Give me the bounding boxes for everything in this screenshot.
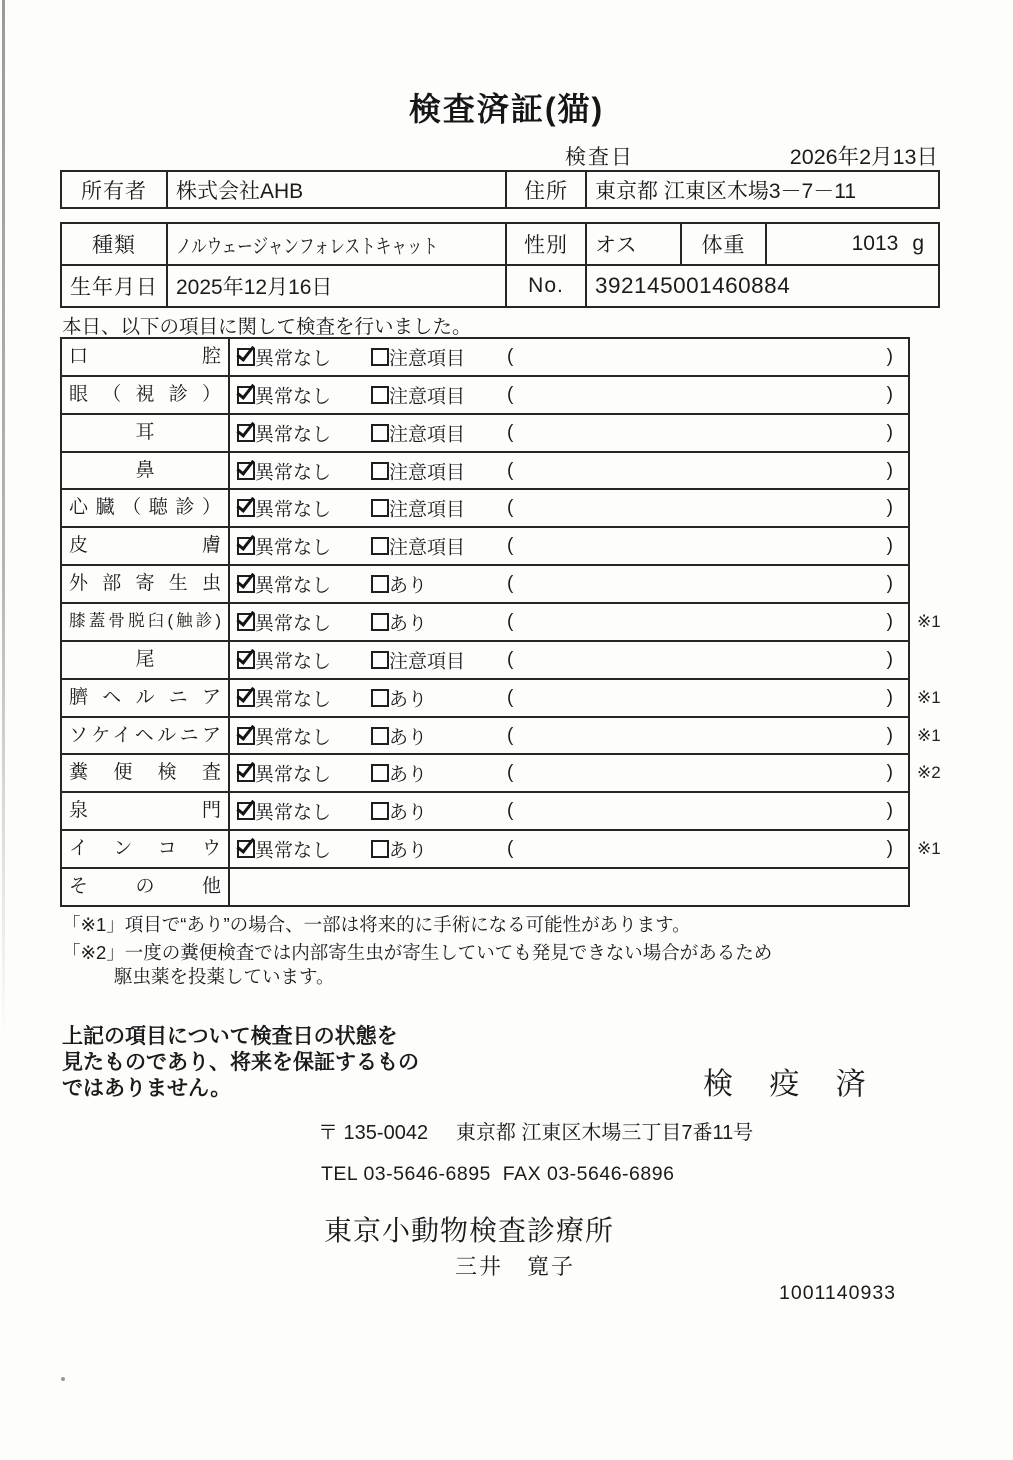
paren-open: ( xyxy=(507,421,514,443)
check-row-content xyxy=(230,415,908,451)
scan-edge-artifact xyxy=(2,0,5,1038)
paren-close: ) xyxy=(886,724,893,746)
clinic-name: 東京小動物検査診療所 xyxy=(324,1215,615,1246)
checked-checkbox-icon xyxy=(237,424,255,442)
page-title: 検査済証(猫) xyxy=(408,91,605,127)
option-no-abnormality: 異常なし xyxy=(255,499,332,521)
address-label: 住所 xyxy=(507,172,587,207)
option-flag: 注意項目 xyxy=(389,462,466,483)
scan-dot-artifact xyxy=(61,1377,65,1381)
check-row-umbilical-hernia xyxy=(62,680,941,718)
option-no-abnormality: 異常なし xyxy=(255,651,332,673)
check-row-content xyxy=(230,490,908,526)
paren-close: ) xyxy=(886,800,893,822)
sex-label: 性別 xyxy=(507,224,587,264)
checked-checkbox-icon xyxy=(237,613,255,631)
unchecked-checkbox-icon xyxy=(371,802,389,820)
paren-close: ) xyxy=(886,459,893,481)
check-item-label: 膝蓋骨脱臼(触診) xyxy=(62,604,230,640)
option-flag: あり xyxy=(389,689,428,711)
species-text: ノルウェージャンフォレストキャット xyxy=(176,235,439,258)
owner-row xyxy=(62,172,938,207)
paren-close: ) xyxy=(886,610,893,632)
no-value: 392145001460884 xyxy=(595,273,791,298)
check-item-label: 口腔 xyxy=(62,339,230,375)
paren-close: ) xyxy=(886,838,893,860)
disclaimer-line-3: ではありません。 xyxy=(62,1077,232,1100)
option-flag: あり xyxy=(389,840,428,862)
check-row-eyes xyxy=(62,377,908,415)
check-row-content xyxy=(230,528,908,564)
option-no-abnormality: 異常なし xyxy=(255,386,332,408)
checked-checkbox-icon xyxy=(237,802,255,820)
footnote-ref: ※1 xyxy=(917,839,941,859)
checked-checkbox-icon xyxy=(237,386,255,404)
animal-table xyxy=(60,222,940,308)
check-row-content xyxy=(230,566,908,602)
unchecked-checkbox-icon xyxy=(371,689,389,707)
paren-open: ( xyxy=(507,648,514,670)
check-item-label: 皮膚 xyxy=(62,528,230,564)
check-item-label: 臍ヘルニア xyxy=(62,680,230,716)
checked-checkbox-icon xyxy=(237,348,255,366)
check-row-nose xyxy=(62,453,908,491)
check-item-label: 鼻 xyxy=(62,453,230,489)
clinic-postal-address: 〒 135-0042 東京都 江東区木場三丁目7番11号 xyxy=(318,1122,754,1144)
clinic-tel-fax: TEL 03-5646-6895 FAX 03-5646-6896 xyxy=(321,1163,675,1185)
option-no-abnormality: 異常なし xyxy=(255,727,332,749)
check-row-cryptorchidism xyxy=(62,831,941,869)
check-row-other xyxy=(62,869,908,905)
footnote-2: 「※2」一度の糞便検査では内部寄生虫が寄生していても発見できない場合があるため xyxy=(62,942,773,963)
option-no-abnormality: 異常なし xyxy=(255,613,332,635)
check-row-ears xyxy=(62,415,908,453)
option-no-abnormality: 異常なし xyxy=(255,840,332,862)
paren-open: ( xyxy=(507,573,514,595)
option-no-abnormality: 異常なし xyxy=(255,802,332,824)
check-row-tail xyxy=(62,642,908,680)
option-flag: あり xyxy=(389,727,428,749)
footnote-ref: ※1 xyxy=(917,725,941,745)
checked-checkbox-icon xyxy=(237,727,255,745)
footnote-ref: ※1 xyxy=(917,687,941,707)
unchecked-checkbox-icon xyxy=(371,348,389,366)
check-row-oral xyxy=(62,339,908,377)
owner-value: 株式会社AHB xyxy=(168,172,507,207)
disclaimer-line-1: 上記の項目について検査日の状態を xyxy=(62,1025,398,1048)
checked-checkbox-icon xyxy=(237,499,255,517)
birth-row xyxy=(62,266,938,306)
option-flag: あり xyxy=(389,802,428,824)
option-no-abnormality: 異常なし xyxy=(255,424,332,446)
footnote-1: 「※1」項目で“あり”の場合、一部は将来的に手術になる可能性があります。 xyxy=(62,914,691,935)
footnote-2-continued: 駆虫薬を投薬しています。 xyxy=(114,966,335,987)
checked-checkbox-icon xyxy=(237,689,255,707)
check-row-content xyxy=(230,831,908,867)
check-item-label: ソケイヘルニア xyxy=(62,718,230,754)
option-no-abnormality: 異常なし xyxy=(255,348,332,370)
address-value: 東京都 江東区木場3－7－11 xyxy=(595,179,856,203)
paren-close: ) xyxy=(886,535,893,557)
option-flag: あり xyxy=(389,764,428,786)
unchecked-checkbox-icon xyxy=(371,727,389,745)
paren-open: ( xyxy=(507,383,514,405)
checked-checkbox-icon xyxy=(237,840,255,858)
species-label: 種類 xyxy=(62,224,168,264)
check-row-content xyxy=(230,755,908,791)
species-value xyxy=(168,224,507,264)
checked-checkbox-icon xyxy=(237,537,255,555)
exam-date-label: 検査日 xyxy=(565,146,634,169)
unchecked-checkbox-icon xyxy=(371,840,389,858)
owner-table xyxy=(60,170,940,209)
check-row-ectoparasites xyxy=(62,566,908,604)
footnote-ref: ※2 xyxy=(917,763,941,783)
document-number: 1001140933 xyxy=(779,1282,897,1304)
disclaimer-line-2: 見たものであり、将来を保証するもの xyxy=(62,1051,419,1074)
paren-open: ( xyxy=(507,838,514,860)
check-row-content xyxy=(230,453,908,489)
unchecked-checkbox-icon xyxy=(371,613,389,631)
option-no-abnormality: 異常なし xyxy=(255,537,332,559)
paren-close: ) xyxy=(886,421,893,443)
check-row-content xyxy=(230,793,908,829)
checked-checkbox-icon xyxy=(237,651,255,669)
checked-checkbox-icon xyxy=(237,764,255,782)
option-flag: 注意項目 xyxy=(389,499,466,521)
check-item-label: 耳 xyxy=(62,415,230,451)
unchecked-checkbox-icon xyxy=(371,424,389,442)
option-flag: 注意項目 xyxy=(389,386,466,408)
footnote-ref: ※1 xyxy=(917,611,941,631)
check-row-patella xyxy=(62,604,941,642)
paren-close: ) xyxy=(886,648,893,670)
species-row xyxy=(62,224,938,266)
check-item-label: 外部寄生虫 xyxy=(62,566,230,602)
sex-value: オス xyxy=(587,224,682,264)
check-row-content xyxy=(230,604,908,640)
option-flag: 注意項目 xyxy=(389,348,466,370)
check-item-label: 尾 xyxy=(62,642,230,678)
paren-open: ( xyxy=(507,459,514,481)
unchecked-checkbox-icon xyxy=(371,386,389,404)
paren-open: ( xyxy=(507,535,514,557)
paren-close: ) xyxy=(886,762,893,784)
check-row-content xyxy=(230,680,908,716)
paren-close: ) xyxy=(886,573,893,595)
unchecked-checkbox-icon xyxy=(371,651,389,669)
checked-checkbox-icon xyxy=(237,575,255,593)
paren-open: ( xyxy=(507,686,514,708)
check-item-label: 泉門 xyxy=(62,793,230,829)
check-row-content xyxy=(230,377,908,413)
unchecked-checkbox-icon xyxy=(371,764,389,782)
option-flag: 注意項目 xyxy=(389,424,466,446)
checklist-table xyxy=(60,337,941,907)
paren-close: ) xyxy=(886,686,893,708)
check-row-heart xyxy=(62,490,908,528)
paren-open: ( xyxy=(507,610,514,632)
paren-close: ) xyxy=(886,497,893,519)
weight-label: 体重 xyxy=(682,224,767,264)
paren-open: ( xyxy=(507,497,514,519)
quarantine-stamp: 検 疫 済 xyxy=(703,1068,880,1101)
weight-value: 1013 xyxy=(851,232,899,255)
check-item-label: 心臓（聴診） xyxy=(62,490,230,526)
option-flag: 注意項目 xyxy=(389,537,466,559)
paren-open: ( xyxy=(507,345,514,367)
option-no-abnormality: 異常なし xyxy=(255,764,332,786)
weight-cell xyxy=(767,224,938,264)
check-item-label: その他 xyxy=(62,869,230,905)
check-row-fecal-exam xyxy=(62,755,941,793)
intro-text: 本日、以下の項目に関して検査を行いました。 xyxy=(62,316,472,338)
unchecked-checkbox-icon xyxy=(371,537,389,555)
check-row-content xyxy=(230,718,908,754)
check-row-inguinal-hernia xyxy=(62,718,941,756)
owner-label: 所有者 xyxy=(62,172,168,207)
paren-close: ) xyxy=(886,383,893,405)
checked-checkbox-icon xyxy=(237,462,255,480)
check-row-content xyxy=(230,339,908,375)
exam-date-value: 2026年2月13日 xyxy=(789,145,938,169)
veterinarian-name: 三井 寛子 xyxy=(455,1254,576,1279)
paren-open: ( xyxy=(507,724,514,746)
unchecked-checkbox-icon xyxy=(371,499,389,517)
check-row-skin xyxy=(62,528,908,566)
check-item-label: 糞便検査 xyxy=(62,755,230,791)
option-flag: あり xyxy=(389,575,428,597)
weight-unit: g xyxy=(912,232,924,255)
option-flag: あり xyxy=(389,613,428,635)
unchecked-checkbox-icon xyxy=(371,575,389,593)
birth-label: 生年月日 xyxy=(62,266,168,306)
option-flag: 注意項目 xyxy=(389,651,466,673)
disclaimer-text xyxy=(62,1024,419,1102)
paren-open: ( xyxy=(507,762,514,784)
option-no-abnormality: 異常なし xyxy=(255,575,332,597)
birth-value: 2025年12月16日 xyxy=(168,266,507,306)
check-item-label: 眼（視診） xyxy=(62,377,230,413)
check-item-label: インコウ xyxy=(62,831,230,867)
option-no-abnormality: 異常なし xyxy=(255,689,332,711)
check-row-fontanelle xyxy=(62,793,908,831)
check-row-content xyxy=(230,869,908,905)
check-row-content xyxy=(230,642,908,678)
no-label: No. xyxy=(507,266,587,306)
paren-close: ) xyxy=(886,345,893,367)
unchecked-checkbox-icon xyxy=(371,462,389,480)
option-no-abnormality: 異常なし xyxy=(255,462,332,483)
paren-open: ( xyxy=(507,800,514,822)
